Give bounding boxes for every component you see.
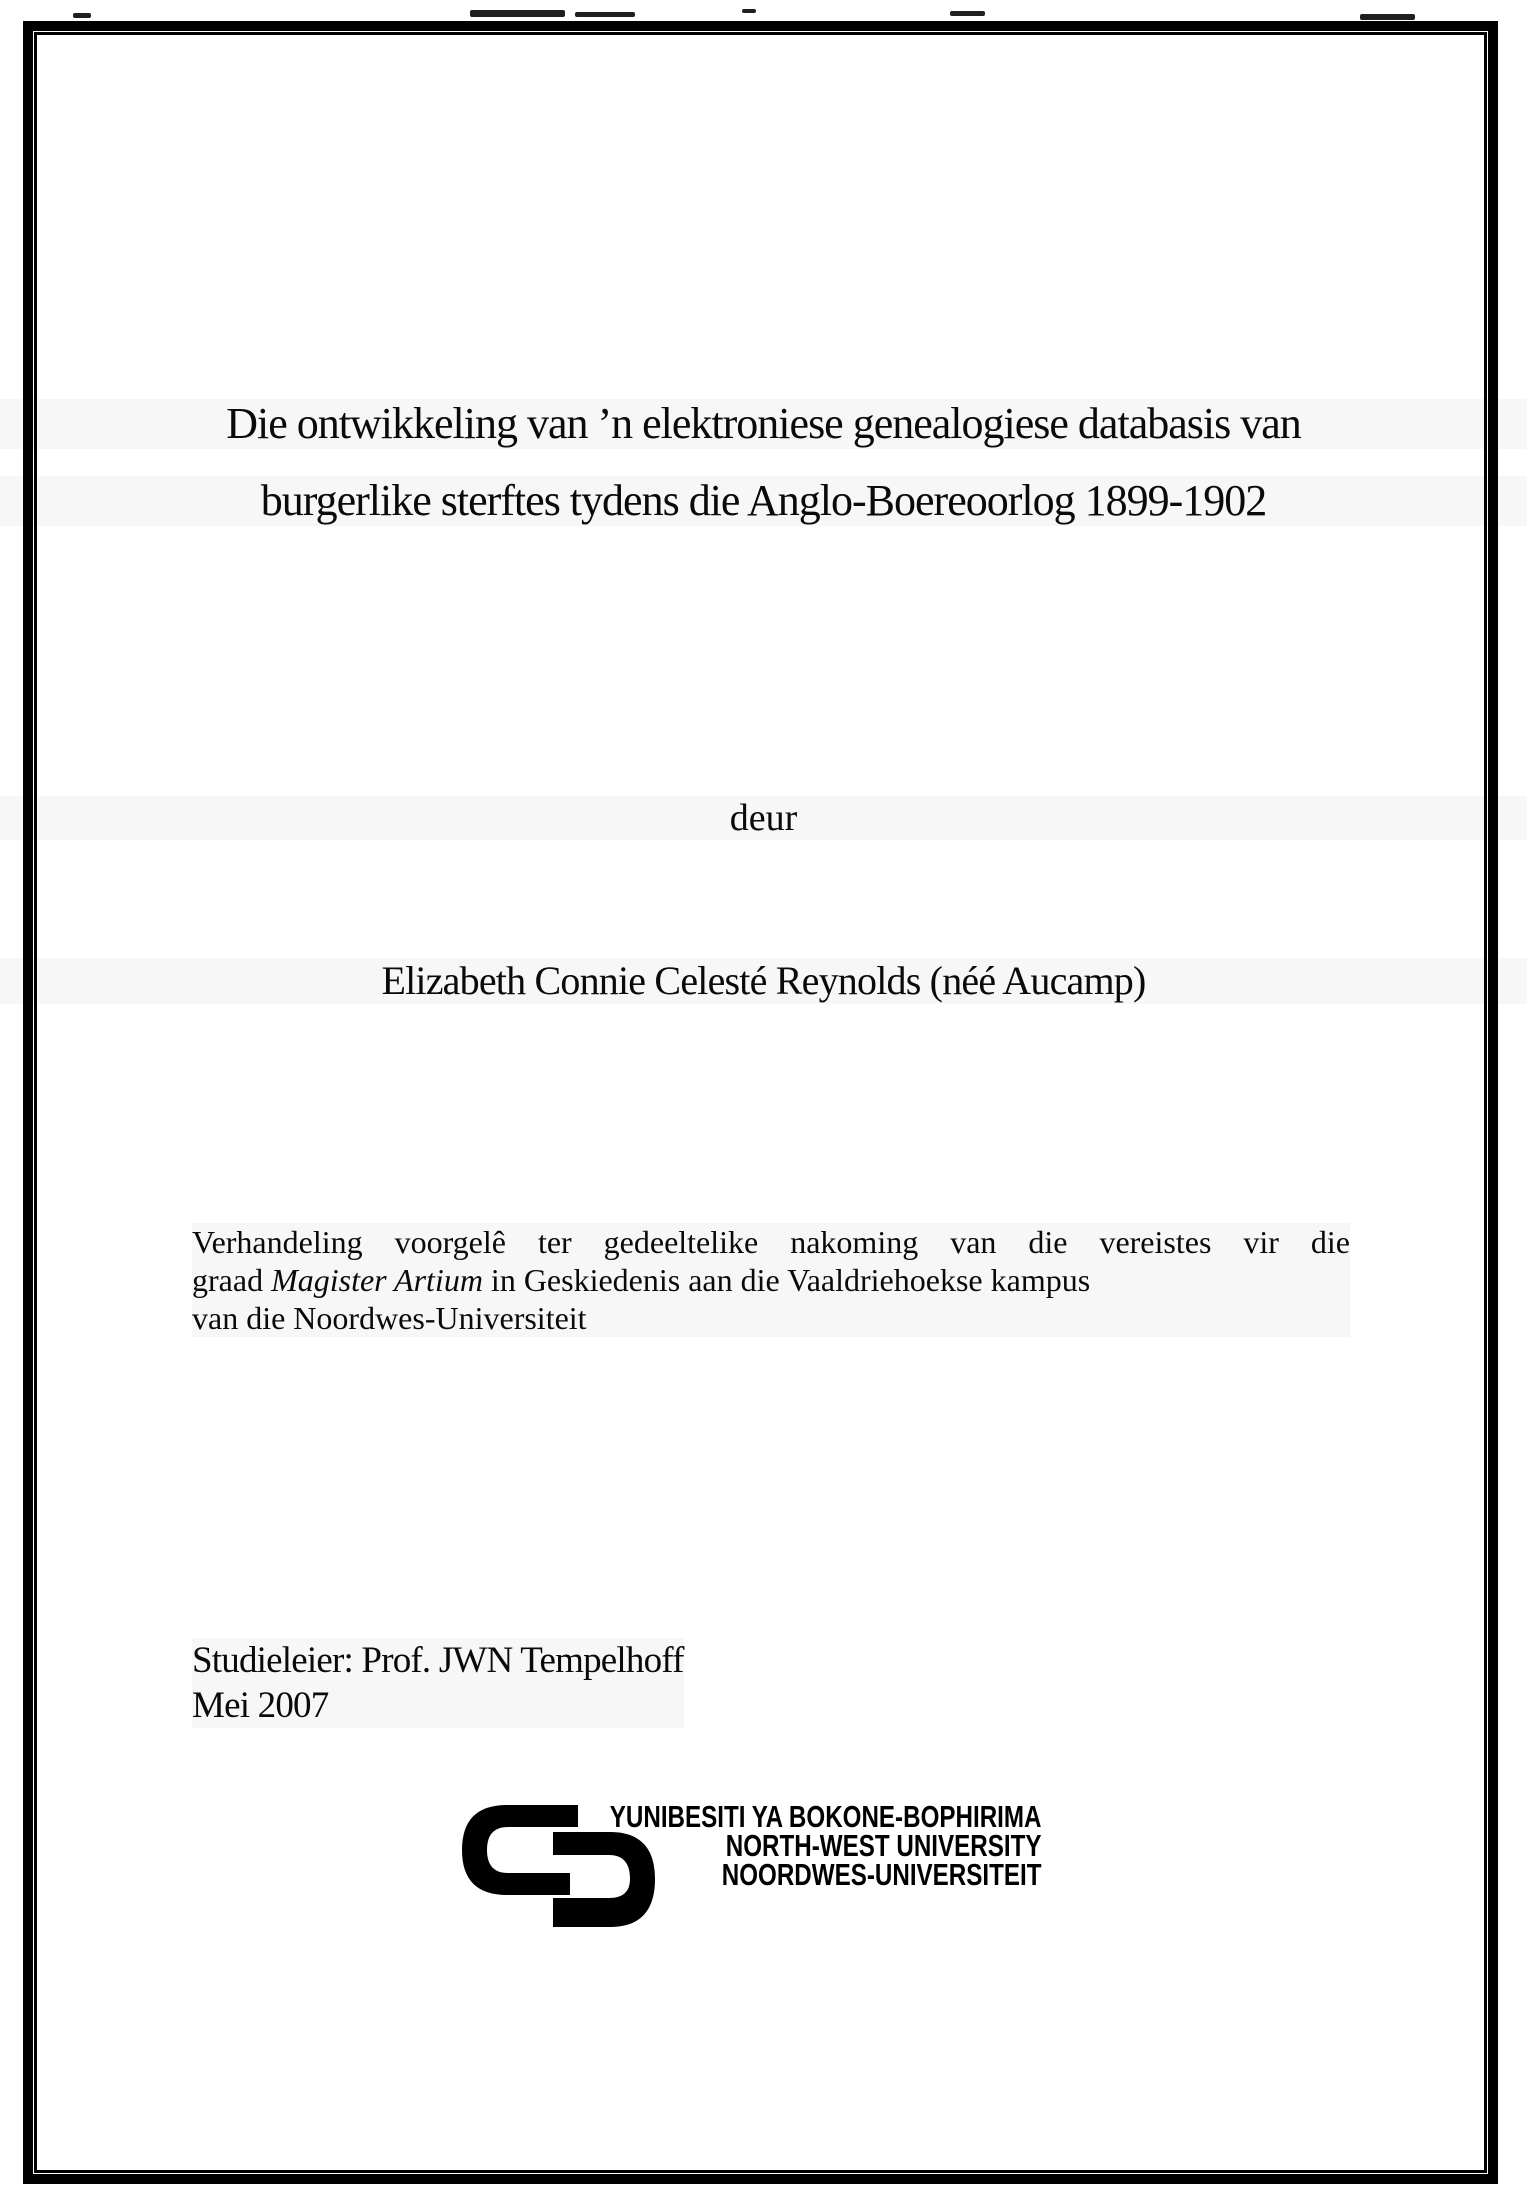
degree-statement-line2-post: in Geskiedenis aan die Vaaldriehoekse kampus xyxy=(482,1262,1091,1298)
thesis-title-line2: burgerlike sterftes tydens die Anglo-Boereoorlog 1899-1902 xyxy=(0,476,1527,526)
scan-artifact xyxy=(575,12,635,17)
scan-artifact xyxy=(470,10,565,17)
scan-artifact xyxy=(73,13,91,18)
supervisor-block xyxy=(192,1638,684,1728)
thesis-title-line1: Die ontwikkeling van ’n elektroniese genealogiese databasis van xyxy=(0,399,1527,449)
university-wordmark xyxy=(609,1799,1041,1892)
scan-artifact xyxy=(950,11,985,16)
degree-statement-line1: Verhandeling voorgelê ter gedeeltelike nakoming van die vereistes vir die xyxy=(192,1224,1350,1260)
supervisor-line: Studieleier: Prof. JWN Tempelhoff xyxy=(192,1640,684,1681)
university-wordmark-line3: NOORDWES-UNIVERSITEIT xyxy=(721,1857,1041,1892)
scan-artifact xyxy=(1360,14,1415,20)
scan-artifact xyxy=(742,9,756,13)
byline-label: deur xyxy=(0,796,1527,840)
degree-statement-line3: van die Noordwes-Universiteit xyxy=(192,1299,1350,1337)
degree-name-italic: Magister Artium xyxy=(271,1262,483,1298)
university-wordmark-line1: YUNIBESITI YA BOKONE-BOPHIRIMA xyxy=(609,1799,1041,1834)
date-line: Mei 2007 xyxy=(192,1683,684,1728)
degree-statement-line2 xyxy=(192,1261,1350,1299)
degree-statement xyxy=(192,1223,1350,1337)
degree-statement-line2-pre: graad xyxy=(192,1262,272,1298)
university-wordmark-line2: NORTH-WEST UNIVERSITY xyxy=(725,1828,1041,1863)
author-name: Elizabeth Connie Celesté Reynolds (néé Aucamp) xyxy=(0,958,1527,1004)
